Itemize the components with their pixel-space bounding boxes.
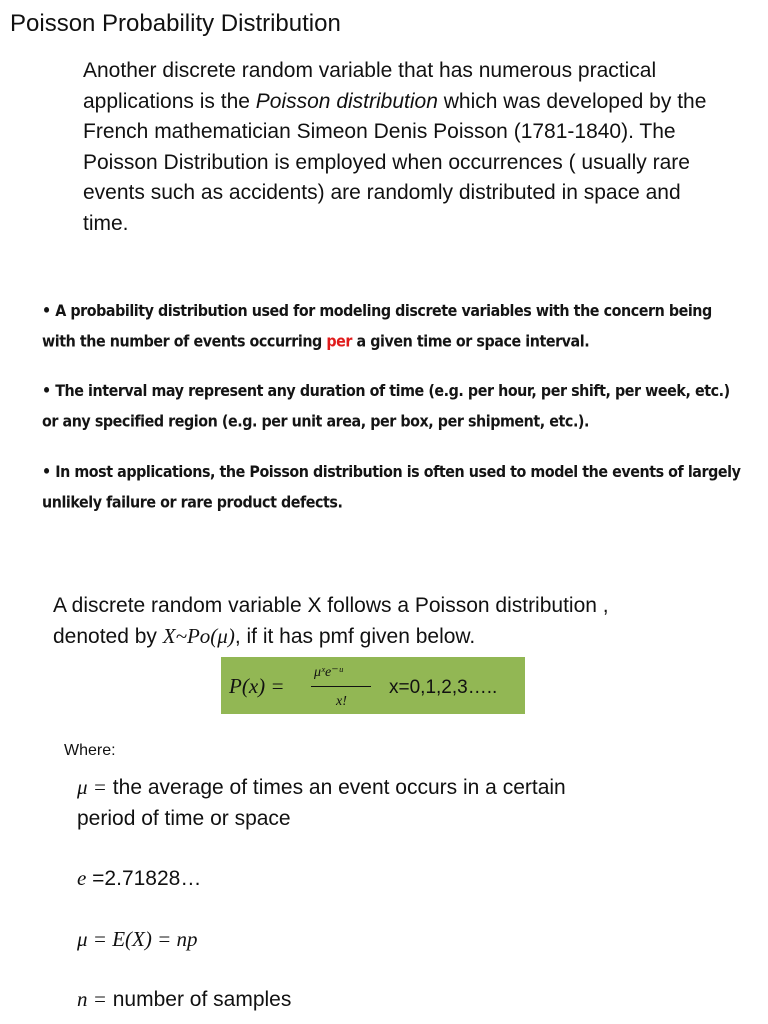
intro-text-before: Another discrete random variable that has numerous practical applications is the [83, 59, 657, 113]
definition-line-2-before: denoted by [53, 625, 163, 648]
mu-symbol: μ = [77, 775, 107, 799]
bullet-2: • The interval may represent any duration of time (e.g. per hour, per shift, per week, etc.) or any specified region (e.g. per unit area, per box, per shipment, etc.). [42, 382, 730, 431]
bullet-1-highlight: per [326, 332, 353, 351]
definition-line-2-after: , if it has pmf given below. [234, 625, 476, 648]
distribution-notation: X~Po(μ) [162, 624, 235, 648]
intro-emphasis: Poisson distribution [255, 89, 438, 113]
where-label: Where: [64, 742, 116, 759]
formula-range: x=0,1,2,3….. [389, 677, 498, 698]
bullet-3: • In most applications, the Poisson distribution is often used to model the events of largely unlikely failure or rare product defects. [42, 463, 741, 512]
n-definition [77, 987, 291, 1012]
page-title: Poisson Probability Distribution [10, 10, 341, 37]
formula-lhs: P(x) = [229, 674, 285, 698]
mean-definition: μ = E(X) = np [77, 927, 198, 951]
intro-paragraph [83, 56, 723, 239]
bullet-1-text-before: • A probability distribution used for modeling discrete variables with the concern being with the number of events occurring [42, 302, 712, 351]
intro-text-after: which was developed by the French mathematician Simeon Denis Poisson (1781-1840). The Poisson Distribution is employed when occurrences ( usually rare events such as accidents) are randomly distributed in space and time. [83, 89, 707, 235]
bullet-1-text-after: a given time or space interval. [352, 332, 590, 351]
definition-line-1: A discrete random variable X follows a Poisson distribution , [53, 594, 609, 617]
bullet-1 [42, 297, 742, 357]
e-value: =2.71828… [86, 867, 202, 890]
definition-paragraph [53, 590, 693, 652]
mu-definition [77, 772, 597, 834]
definition-line-2 [53, 621, 693, 652]
n-description: number of samples [106, 988, 292, 1011]
n-symbol: n = [77, 987, 107, 1011]
formula-numerator: μˣe⁻ᵘ [314, 665, 343, 680]
fraction-bar [311, 686, 371, 687]
e-symbol: e [77, 866, 87, 890]
mu-description: the average of times an event occurs in a certain period of time or space [77, 776, 566, 830]
e-definition [77, 866, 201, 891]
formula-denominator: x! [336, 694, 347, 709]
